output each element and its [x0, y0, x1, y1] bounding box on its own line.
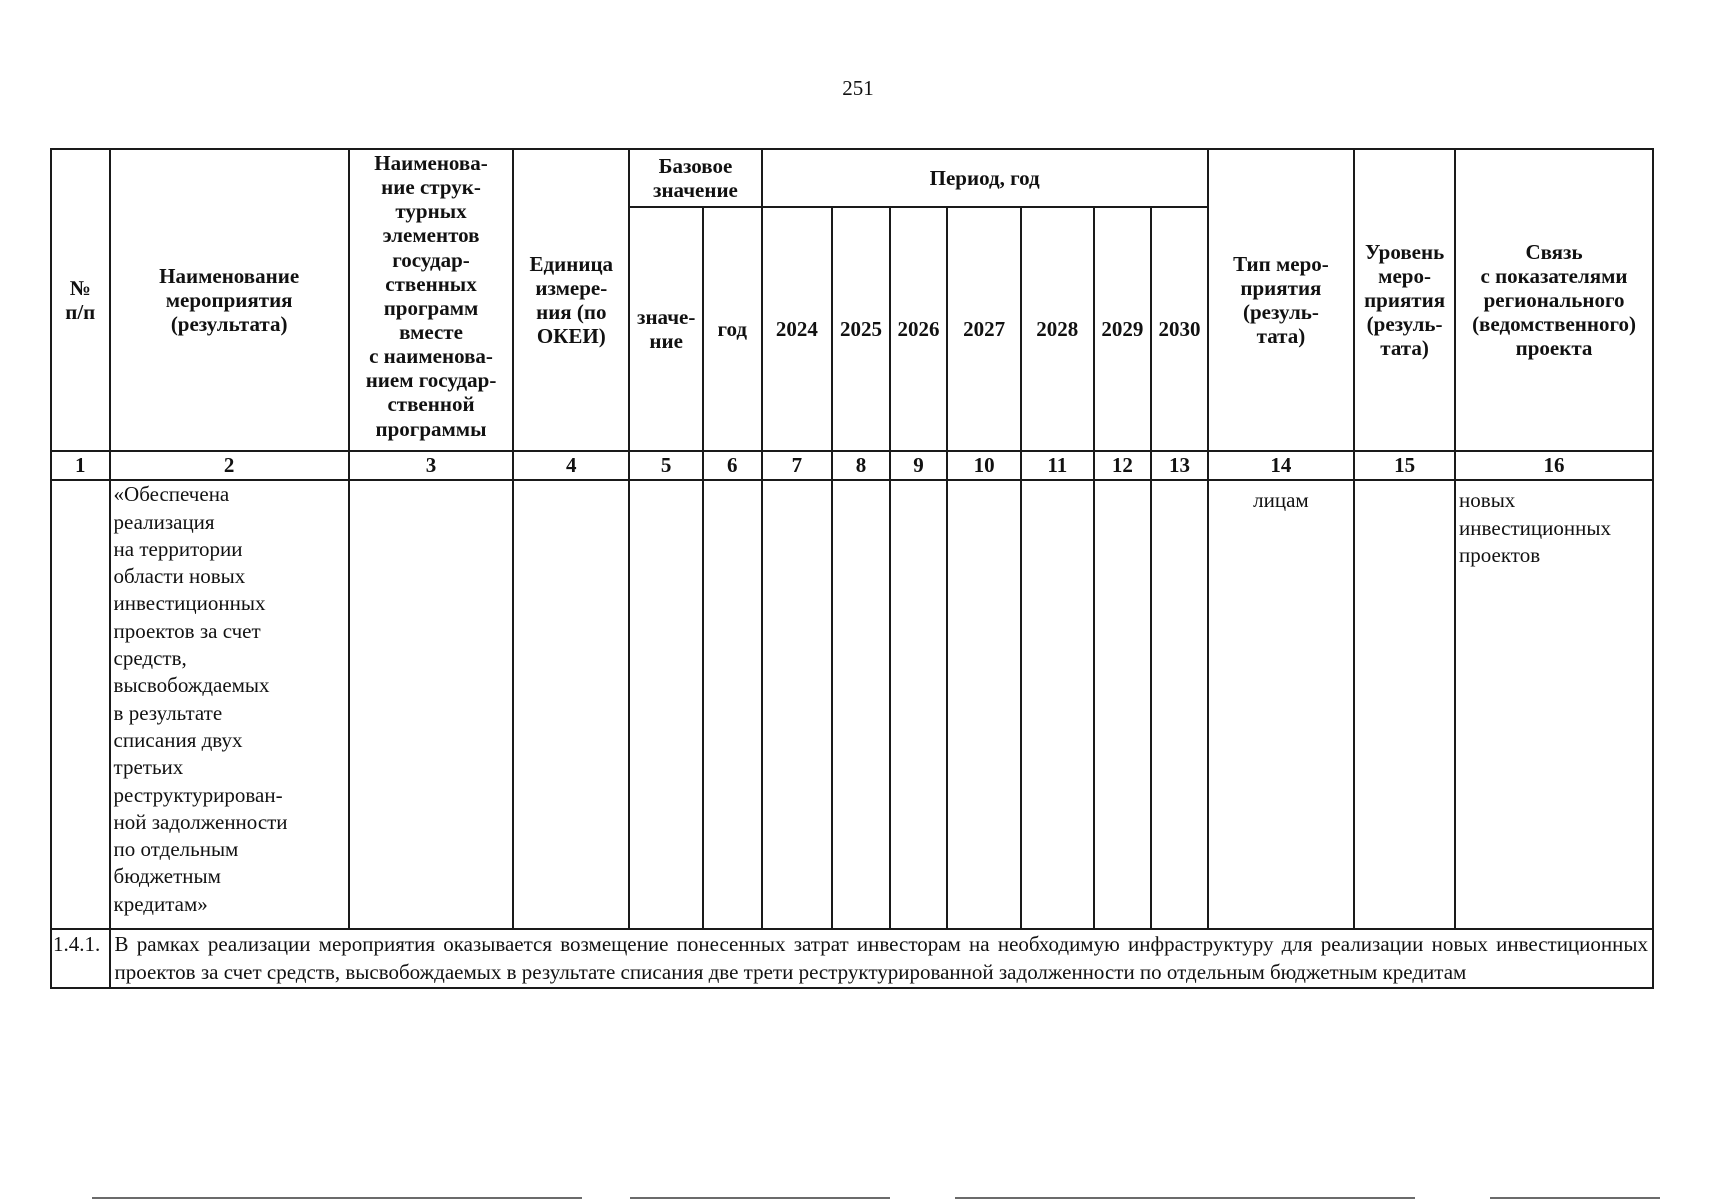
measure-name-cell: «Обеспечена реализация на территории области новых инвестиционных проектов за счет средств, высвобождаемых в результате списания двух третьих реструктурирован- ной задолженности по отдельным бюджетным кредитам»	[110, 480, 349, 929]
column-number: 7	[762, 451, 833, 480]
column-number: 2	[110, 451, 349, 480]
empty-cell	[349, 480, 514, 929]
column-number: 5	[629, 451, 703, 480]
header-year-2030: 2030	[1151, 207, 1208, 451]
empty-cell	[947, 480, 1021, 929]
empty-cell	[762, 480, 833, 929]
header-measure-name: Наименование мероприятия (результата)	[110, 149, 349, 451]
header-base-value-year: год	[703, 207, 762, 451]
column-number: 3	[349, 451, 514, 480]
description-row	[51, 929, 1653, 988]
column-number: 1	[51, 451, 110, 480]
empty-cell	[629, 480, 703, 929]
column-number: 14	[1208, 451, 1354, 480]
header-year-2026: 2026	[890, 207, 948, 451]
header-base-value-value: значе- ние	[629, 207, 703, 451]
link-cell: новых инвестиционных проектов	[1455, 480, 1653, 929]
column-number: 4	[513, 451, 629, 480]
empty-cell	[890, 480, 948, 929]
header-year-2024: 2024	[762, 207, 833, 451]
header-measure-level: Уровень меро- приятия (резуль- тата)	[1354, 149, 1455, 451]
empty-cell	[1094, 480, 1152, 929]
header-no: № п/п	[51, 149, 110, 451]
column-number: 16	[1455, 451, 1653, 480]
header-link: Связь с показателями регионального (ведомственного) проекта	[1455, 149, 1653, 451]
empty-cell	[1354, 480, 1455, 929]
empty-cell	[832, 480, 890, 929]
column-number: 6	[703, 451, 762, 480]
empty-cell	[703, 480, 762, 929]
header-unit: Единица измере- ния (по ОКЕИ)	[513, 149, 629, 451]
header-base-value: Базовое значение	[629, 149, 761, 207]
column-number: 13	[1151, 451, 1208, 480]
header-year-2025: 2025	[832, 207, 890, 451]
header-year-2028: 2028	[1021, 207, 1094, 451]
scan-edge-line	[955, 1197, 1415, 1199]
scan-edge-line	[92, 1197, 582, 1199]
row-no-cell	[51, 480, 110, 929]
header-measure-type: Тип меро- приятия (резуль- тата)	[1208, 149, 1354, 451]
header-year-2027: 2027	[947, 207, 1021, 451]
column-number: 10	[947, 451, 1021, 480]
header-period: Период, год	[762, 149, 1208, 207]
column-number: 8	[832, 451, 890, 480]
page-number: 251	[842, 76, 874, 100]
table-row	[51, 480, 1653, 929]
empty-cell	[513, 480, 629, 929]
scan-edge-line	[630, 1197, 890, 1199]
column-number: 15	[1354, 451, 1455, 480]
column-number: 11	[1021, 451, 1094, 480]
measure-type-cell: лицам	[1208, 480, 1354, 929]
header-structural-elements: Наименова- ние струк- турных элементов государ- ственных программ вместе с наименова- нием государ- ственной программы	[349, 149, 514, 451]
column-number: 9	[890, 451, 948, 480]
measures-table	[50, 148, 1654, 989]
column-number-row	[51, 451, 1653, 480]
scan-edge-line	[1490, 1197, 1660, 1199]
header-year-2029: 2029	[1094, 207, 1152, 451]
empty-cell	[1151, 480, 1208, 929]
description-number: 1.4.1.	[51, 929, 110, 988]
column-number: 12	[1094, 451, 1152, 480]
description-text: В рамках реализации мероприятия оказывается возмещение понесенных затрат инвесторам на необходимую инфраструктуру для реализации новых инвестиционных проектов за счет средств, высвобождаемых в результате списания две трети реструктурированной задолженности по отдельным бюджетным кредитам	[110, 929, 1653, 988]
empty-cell	[1021, 480, 1094, 929]
